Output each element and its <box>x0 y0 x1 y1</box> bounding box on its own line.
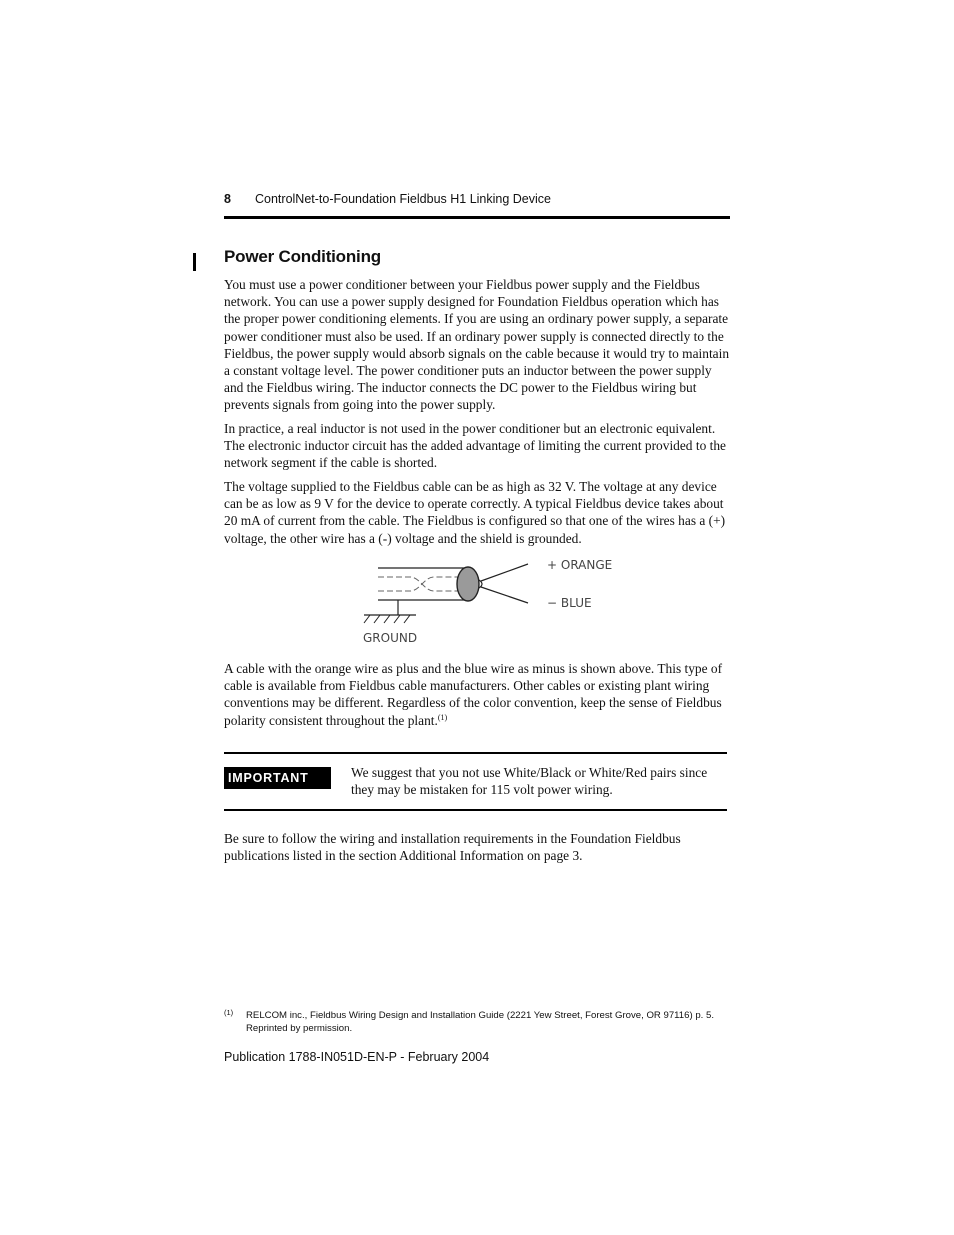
paragraph-electronic-inductor: In practice, a real inductor is not used in the power conditioner but an electronic equivalent. The electronic inductor circuit has the added advantage of limiting the current provided to the network segment if the cable is shorted. <box>224 421 726 471</box>
cable-polarity-figure <box>358 553 618 648</box>
paragraph-voltage: The voltage supplied to the Fieldbus cable can be as high as 32 V. The voltage at any device can be as low as 9 V for the device to operate correctly. A typical Fieldbus device takes about 20 mA of current from the cable. The Fieldbus is configured so that one of the wires has a (+) voltage, the other wire has a (-) voltage and the shield is grounded. <box>224 479 726 546</box>
page-number: 8 <box>224 192 231 206</box>
ground-hatch <box>404 615 410 623</box>
paragraph-cable-colors <box>224 660 730 729</box>
ground-hatch <box>394 615 400 623</box>
label-plus-orange: + ORANGE <box>547 558 613 572</box>
section-title: Power Conditioning <box>224 247 381 266</box>
document-title: ControlNet-to-Foundation Fieldbus H1 Linking Device <box>255 192 551 206</box>
publication-footer: Publication 1788-IN051D-EN-P - February 2004 <box>224 1050 490 1064</box>
blue-wire <box>481 587 528 603</box>
important-text: We suggest that you not use White/Black or White/Red pairs since they may be mistaken for 115 volt power wiring. <box>351 765 708 798</box>
page-header <box>224 192 730 219</box>
cable-diagram <box>358 553 618 648</box>
ground-hatch <box>384 615 390 623</box>
ground-hatch <box>364 615 370 623</box>
label-minus-blue: − BLUE <box>547 596 592 610</box>
footnote-mark: (1) <box>224 1008 234 1017</box>
important-note-box <box>224 752 727 811</box>
inner-wire-a <box>378 577 458 591</box>
paragraph-wiring-requirements: Be sure to follow the wiring and installation requirements in the Foundation Fieldbus publications listed in the section Additional Information on page 3. <box>224 831 681 864</box>
ground-hatch <box>374 615 380 623</box>
label-ground: GROUND <box>363 631 418 645</box>
paragraph-power-conditioner: You must use a power conditioner between your Fieldbus power supply and the Fieldbus network. You can use a power supply designed for Foundation Fieldbus operation which has the proper power conditioning elements. If you are using an ordinary power supply, a separate power conditioner must also be used. If an ordinary power supply is connected directly to the Fieldbus, the power supply would absorb signals on the cable because it would try to maintain a constant voltage level. The power conditioner puts an inductor between the power supply and the Fieldbus wiring. The inductor connects the DC power to the Fieldbus wiring but prevents signals from going into the power supply. <box>224 277 730 413</box>
footnote-reference[interactable]: (1) <box>437 712 448 722</box>
inner-wire-b <box>378 577 458 591</box>
revision-change-bar <box>193 253 196 271</box>
paragraph-cable-colors-text: A cable with the orange wire as plus and the blue wire as minus is shown above. This type of cable is available from Fieldbus cable manufacturers. Other cables or existing plant wiring conventions may be different. Regardless of the color convention, keep the sense of Fieldbus polarity consistent throughout the plant. <box>224 661 723 728</box>
cable-end <box>457 567 479 601</box>
footnote-text: RELCOM inc., Fieldbus Wiring Design and Installation Guide (2221 Yew Street, Forest Grove, OR 97116) p. 5. Reprinted by permission. <box>246 1010 715 1034</box>
important-label: IMPORTANT <box>224 767 331 789</box>
orange-wire <box>481 564 528 581</box>
